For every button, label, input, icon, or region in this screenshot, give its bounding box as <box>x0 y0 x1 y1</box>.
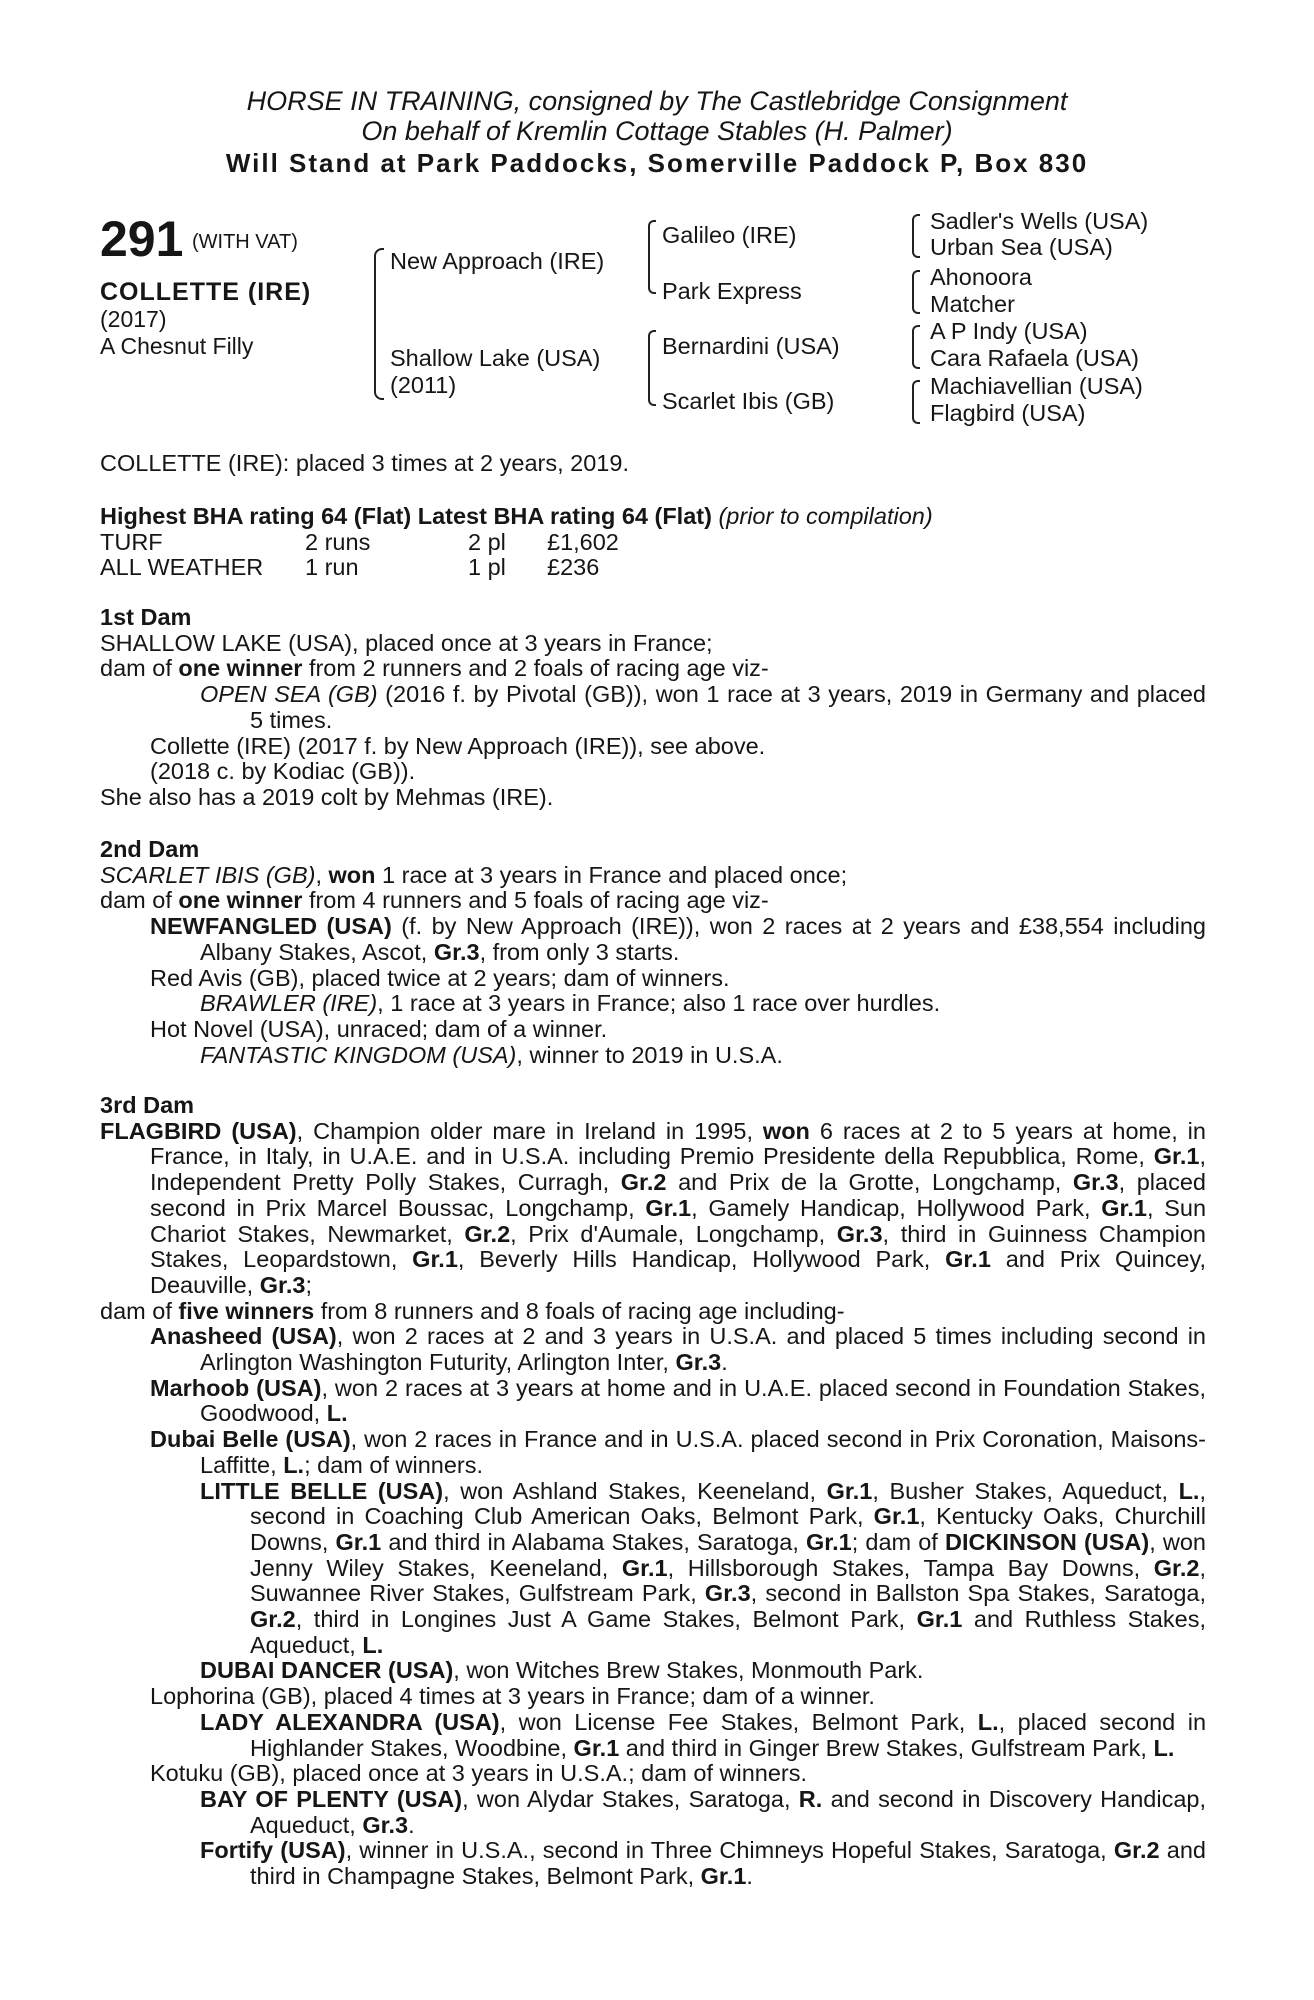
record-runs: 2 runs <box>305 529 371 555</box>
record-placed: 2 pl <box>468 529 506 555</box>
header-location: Will Stand at Park Paddocks, Somerville Paddock P, Box 830 <box>225 148 1089 178</box>
first-dam-intro: SHALLOW LAKE (USA), placed once at 3 years in France; <box>100 629 713 656</box>
rating-note: (prior to compilation) <box>718 503 933 529</box>
record-surface: ALL WEATHER <box>100 554 264 580</box>
list-item: BAY OF PLENTY (USA), won Alydar Stakes, Saratoga, R. and second in Discovery Handicap, Aqueduct, Gr.3. <box>200 1785 1206 1838</box>
record-placed: 1 pl <box>468 554 506 580</box>
list-item: Anasheed (USA), won 2 races at 2 and 3 years in U.S.A. and placed 5 times including second in Arlington Washington Futurity, Arlington Inter, Gr.3. <box>150 1323 1206 1376</box>
table-row <box>100 530 619 555</box>
list-item: LADY ALEXANDRA (USA), won License Fee Stakes, Belmont Park, L., placed second in Highlander Stakes, Woodbine, Gr.1 and third in Ginger Brew Stakes, Gulfstream Park, L. <box>200 1708 1207 1761</box>
list-item: Collette (IRE) (2017 f. by New Approach (IRE)), see above. <box>150 732 766 759</box>
second-dam-produce: dam of one winner from 4 runners and 5 foals of racing age viz- <box>100 887 769 914</box>
first-dam-produce: dam of one winner from 2 runners and 2 foals of racing age viz- <box>100 655 769 682</box>
record-runs: 1 run <box>305 554 359 580</box>
list-item: Red Avis (GB), placed twice at 2 years; dam of winners. <box>150 964 730 991</box>
pedigree-g8: Flagbird (USA) <box>930 400 1086 426</box>
list-item: She also has a 2019 colt by Mehmas (IRE). <box>100 783 554 810</box>
second-dam-heading: 2nd Dam <box>100 836 200 862</box>
pedigree-g6: Cara Rafaela (USA) <box>930 345 1139 371</box>
pedigree-sire: New Approach (IRE) <box>390 248 605 274</box>
list-item: LITTLE BELLE (USA), won Ashland Stakes, Keeneland, Gr.1, Busher Stakes, Aqueduct, L., second in Coaching Club American Oaks, Belmont Park, Gr.1, Kentucky Oaks, Churchill Downs, Gr.1 and third in Alabama Stakes, Saratoga, Gr.1; dam of DICKINSON (USA), won Jenny Wiley Stakes, Keeneland, Gr.1, Hillsborough Stakes, Tampa Bay Downs, Gr.2, Suwannee River Stakes, Gulfstream Park, Gr.3, second in Ballston Spa Stakes, Saratoga, Gr.2, third in Longines Just A Game Stakes, Belmont Park, Gr.1 and Ruthless Stakes, Aqueduct, L. <box>200 1477 1207 1658</box>
list-item: (2018 c. by Kodiac (GB)). <box>150 758 416 785</box>
pedigree-dam-sire: Bernardini (USA) <box>662 333 840 359</box>
pedigree-brace-g3 <box>912 325 920 369</box>
pedigree-sire-dam: Park Express <box>662 278 802 304</box>
pedigree-g1: Sadler's Wells (USA) <box>930 208 1149 234</box>
third-dam-intro: FLAGBIRD (USA), Champion older mare in Ireland in 1995, won 6 races at 2 to 5 years at home, in France, in Italy, in U.A.E. and in U.S.A. including Premio Presidente della Repubblica, Rome, Gr.1, Independent Pretty Polly Stakes, Curragh, Gr.2 and Prix de la Grotte, Longchamp, Gr.3, placed second in Prix Marcel Boussac, Longchamp, Gr.1, Gamely Handicap, Hollywood Park, Gr.1, Sun Chariot Stakes, Newmarket, Gr.2, Prix d'Aumale, Longchamp, Gr.3, third in Guinness Champion Stakes, Leopardstown, Gr.1, Beverly Hills Handicap, Hollywood Park, Gr.1 and Prix Quincey, Deauville, Gr.3; <box>100 1117 1207 1298</box>
pedigree-g3: Ahonoora <box>930 264 1032 290</box>
pedigree-brace-dam <box>648 330 656 406</box>
race-summary: COLLETTE (IRE): placed 3 times at 2 years, 2019. <box>100 450 629 476</box>
list-item: FANTASTIC KINGDOM (USA), winner to 2019 in U.S.A. <box>200 1041 783 1068</box>
third-dam-produce: dam of five winners from 8 runners and 8 foals of racing age including- <box>100 1297 845 1324</box>
pedigree-dam-year: (2011) <box>390 372 457 398</box>
first-dam-heading: 1st Dam <box>100 604 192 630</box>
third-dam-heading: 3rd Dam <box>100 1092 195 1118</box>
pedigree-brace-sire <box>648 220 656 294</box>
pedigree-g7: Machiavellian (USA) <box>930 373 1143 399</box>
vat-note: (WITH VAT) <box>192 231 298 253</box>
lot-number: 291 <box>100 211 184 267</box>
list-item: BRAWLER (IRE), 1 race at 3 years in France; also 1 race over hurdles. <box>200 990 941 1017</box>
pedigree-g5: A P Indy (USA) <box>930 318 1088 344</box>
horse-description: A Chesnut Filly <box>100 333 254 359</box>
list-item: Fortify (USA), winner in U.S.A., second in Three Chimneys Hopeful Stakes, Saratoga, Gr.2 and third in Champagne Stakes, Belmont Park, Gr.1. <box>200 1837 1206 1890</box>
list-item: NEWFANGLED (USA) (f. by New Approach (IRE)), won 2 races at 2 years and £38,554 including Albany Stakes, Ascot, Gr.3, from only 3 starts. <box>150 913 1207 965</box>
list-item: Lophorina (GB), placed 4 times at 3 years in France; dam of a winner. <box>150 1683 875 1710</box>
record-earnings: £236 <box>547 554 600 580</box>
list-item: Kotuku (GB), placed once at 3 years in U.S.A.; dam of winners. <box>150 1760 808 1787</box>
list-item: OPEN SEA (GB) (2016 f. by Pivotal (GB)), won 1 race at 3 years, 2019 in Germany and placed 5 times. <box>200 681 1206 733</box>
third-dam-section <box>100 1093 1206 1890</box>
list-item: Hot Novel (USA), unraced; dam of a winner. <box>150 1015 608 1042</box>
pedigree-brace-g4 <box>912 380 920 424</box>
pedigree-g4: Matcher <box>930 291 1015 317</box>
pedigree-dam-dam: Scarlet Ibis (GB) <box>662 388 835 414</box>
rating-values: Highest BHA rating 64 (Flat) Latest BHA rating 64 (Flat) <box>100 503 712 529</box>
header-consignor: HORSE IN TRAINING, consigned by The Castlebridge Consignment <box>246 86 1068 116</box>
horse-name: COLLETTE (IRE) <box>100 278 312 306</box>
pedigree-brace-g1 <box>912 214 920 258</box>
second-dam-intro: SCARLET IBIS (GB), won 1 race at 3 years in France and placed once; <box>100 861 848 888</box>
list-item: Dubai Belle (USA), won 2 races in France and in U.S.A. placed second in Prix Coronation, Maisons-Laffitte, L.; dam of winners. <box>150 1426 1206 1478</box>
race-record-table <box>100 530 619 580</box>
rating-line <box>100 503 933 530</box>
pedigree-brace-main <box>374 248 384 400</box>
table-row <box>100 555 619 580</box>
pedigree-sire-sire: Galileo (IRE) <box>662 222 797 248</box>
pedigree-g2: Urban Sea (USA) <box>930 234 1113 260</box>
first-dam-section <box>100 605 1206 811</box>
list-item: Marhoob (USA), won 2 races at 3 years at home and in U.A.E. placed second in Foundation Stakes, Goodwood, L. <box>150 1374 1207 1427</box>
record-earnings: £1,602 <box>547 529 619 555</box>
record-surface: TURF <box>100 529 163 555</box>
pedigree-brace-g2 <box>912 270 920 314</box>
header-on-behalf: On behalf of Kremlin Cottage Stables (H. Palmer) <box>361 116 953 146</box>
second-dam-section <box>100 837 1206 1068</box>
list-item: DUBAI DANCER (USA), won Witches Brew Stakes, Monmouth Park. <box>200 1657 924 1684</box>
pedigree-dam: Shallow Lake (USA) <box>390 345 601 371</box>
horse-year: (2017) <box>100 306 167 332</box>
